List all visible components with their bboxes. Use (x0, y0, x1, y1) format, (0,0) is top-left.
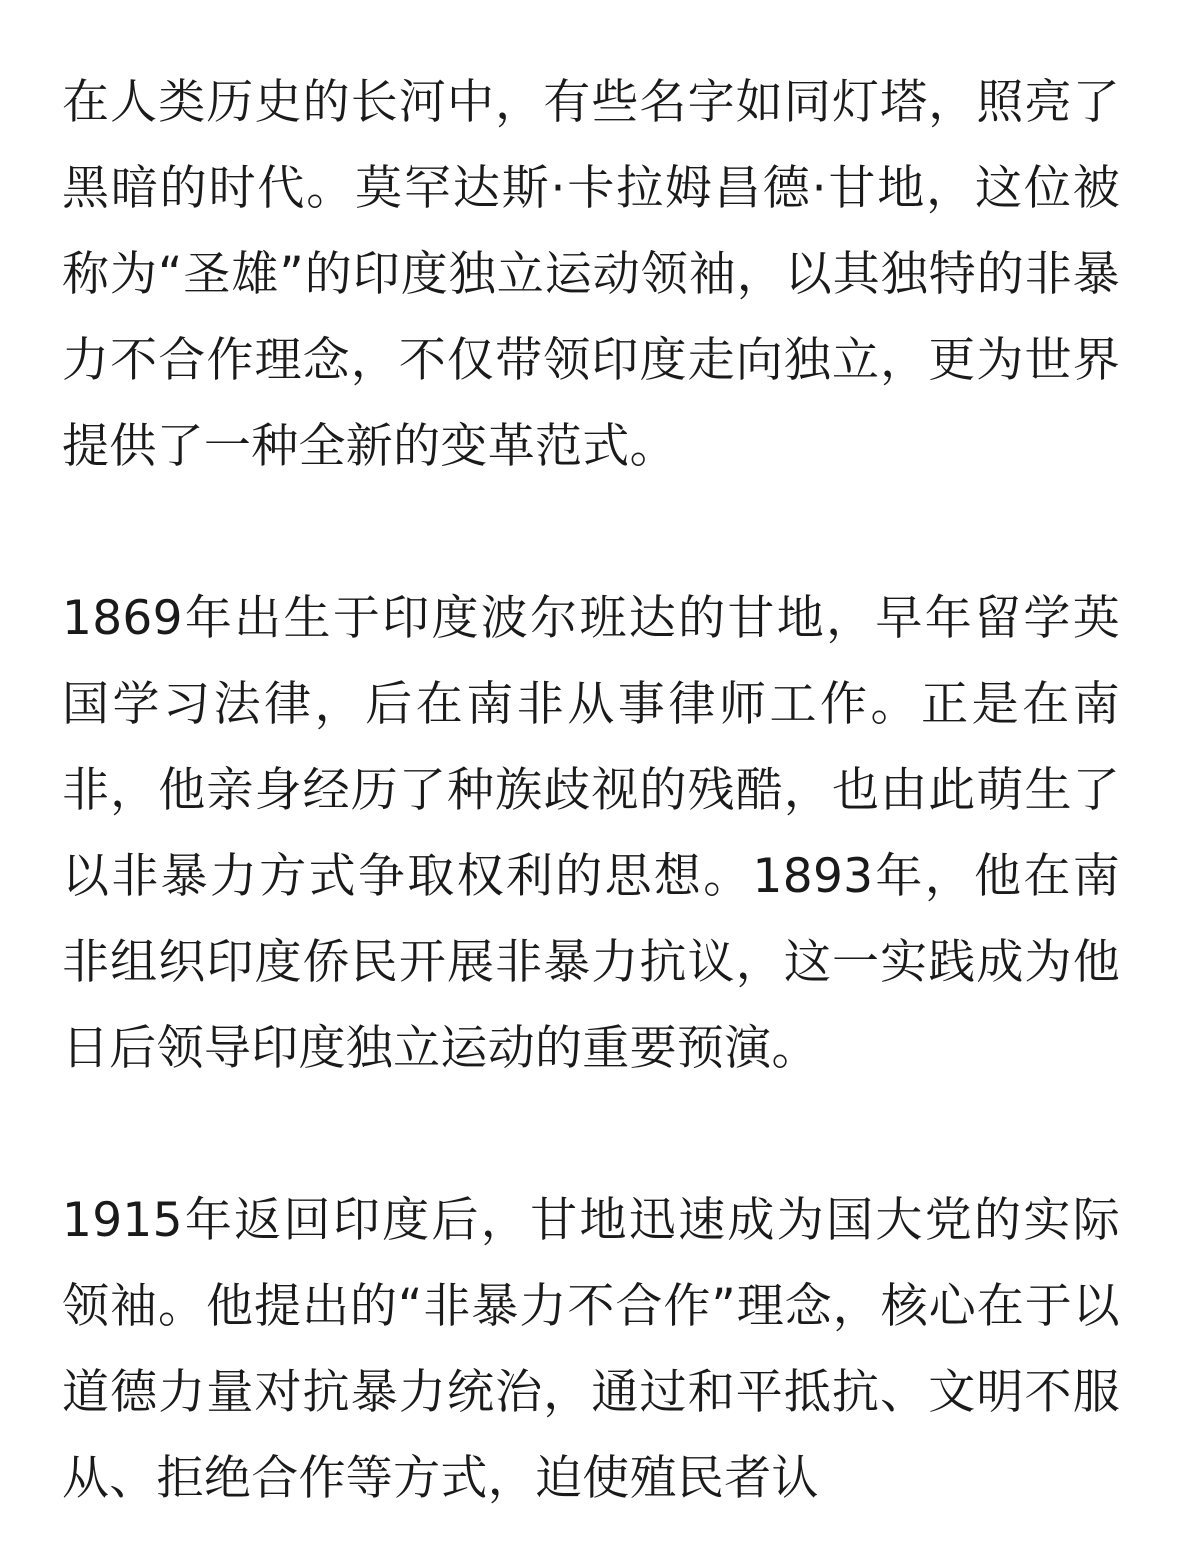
paragraph-early-life: 1869年出生于印度波尔班达的甘地，早年留学英国学习法律，后在南非从事律师工作。正是在南非，他亲身经历了种族歧视的残酷，也由此萌生了以非暴力方式争取权利的思想。1893年，他在南非组织印度侨民开展非暴力抗议，这一实践成为他日后领导印度独立运动的重要预演。 (62, 591, 1120, 1076)
article-body (62, 60, 1120, 1522)
paragraph-return-india: 1915年返回印度后，甘地迅速成为国大党的实际领袖。他提出的“非暴力不合作”理念，核心在于以道德力量对抗暴力统治，通过和平抵抗、文明不服从、拒绝合作等方式，迫使殖民者认 (62, 1193, 1120, 1506)
paragraph-intro: 在人类历史的长河中，有些名字如同灯塔，照亮了黑暗的时代。莫罕达斯·卡拉姆昌德·甘地，这位被称为“圣雄”的印度独立运动领袖，以其独特的非暴力不合作理念，不仅带领印度走向独立，更为世界提供了一种全新的变革范式。 (62, 75, 1120, 474)
